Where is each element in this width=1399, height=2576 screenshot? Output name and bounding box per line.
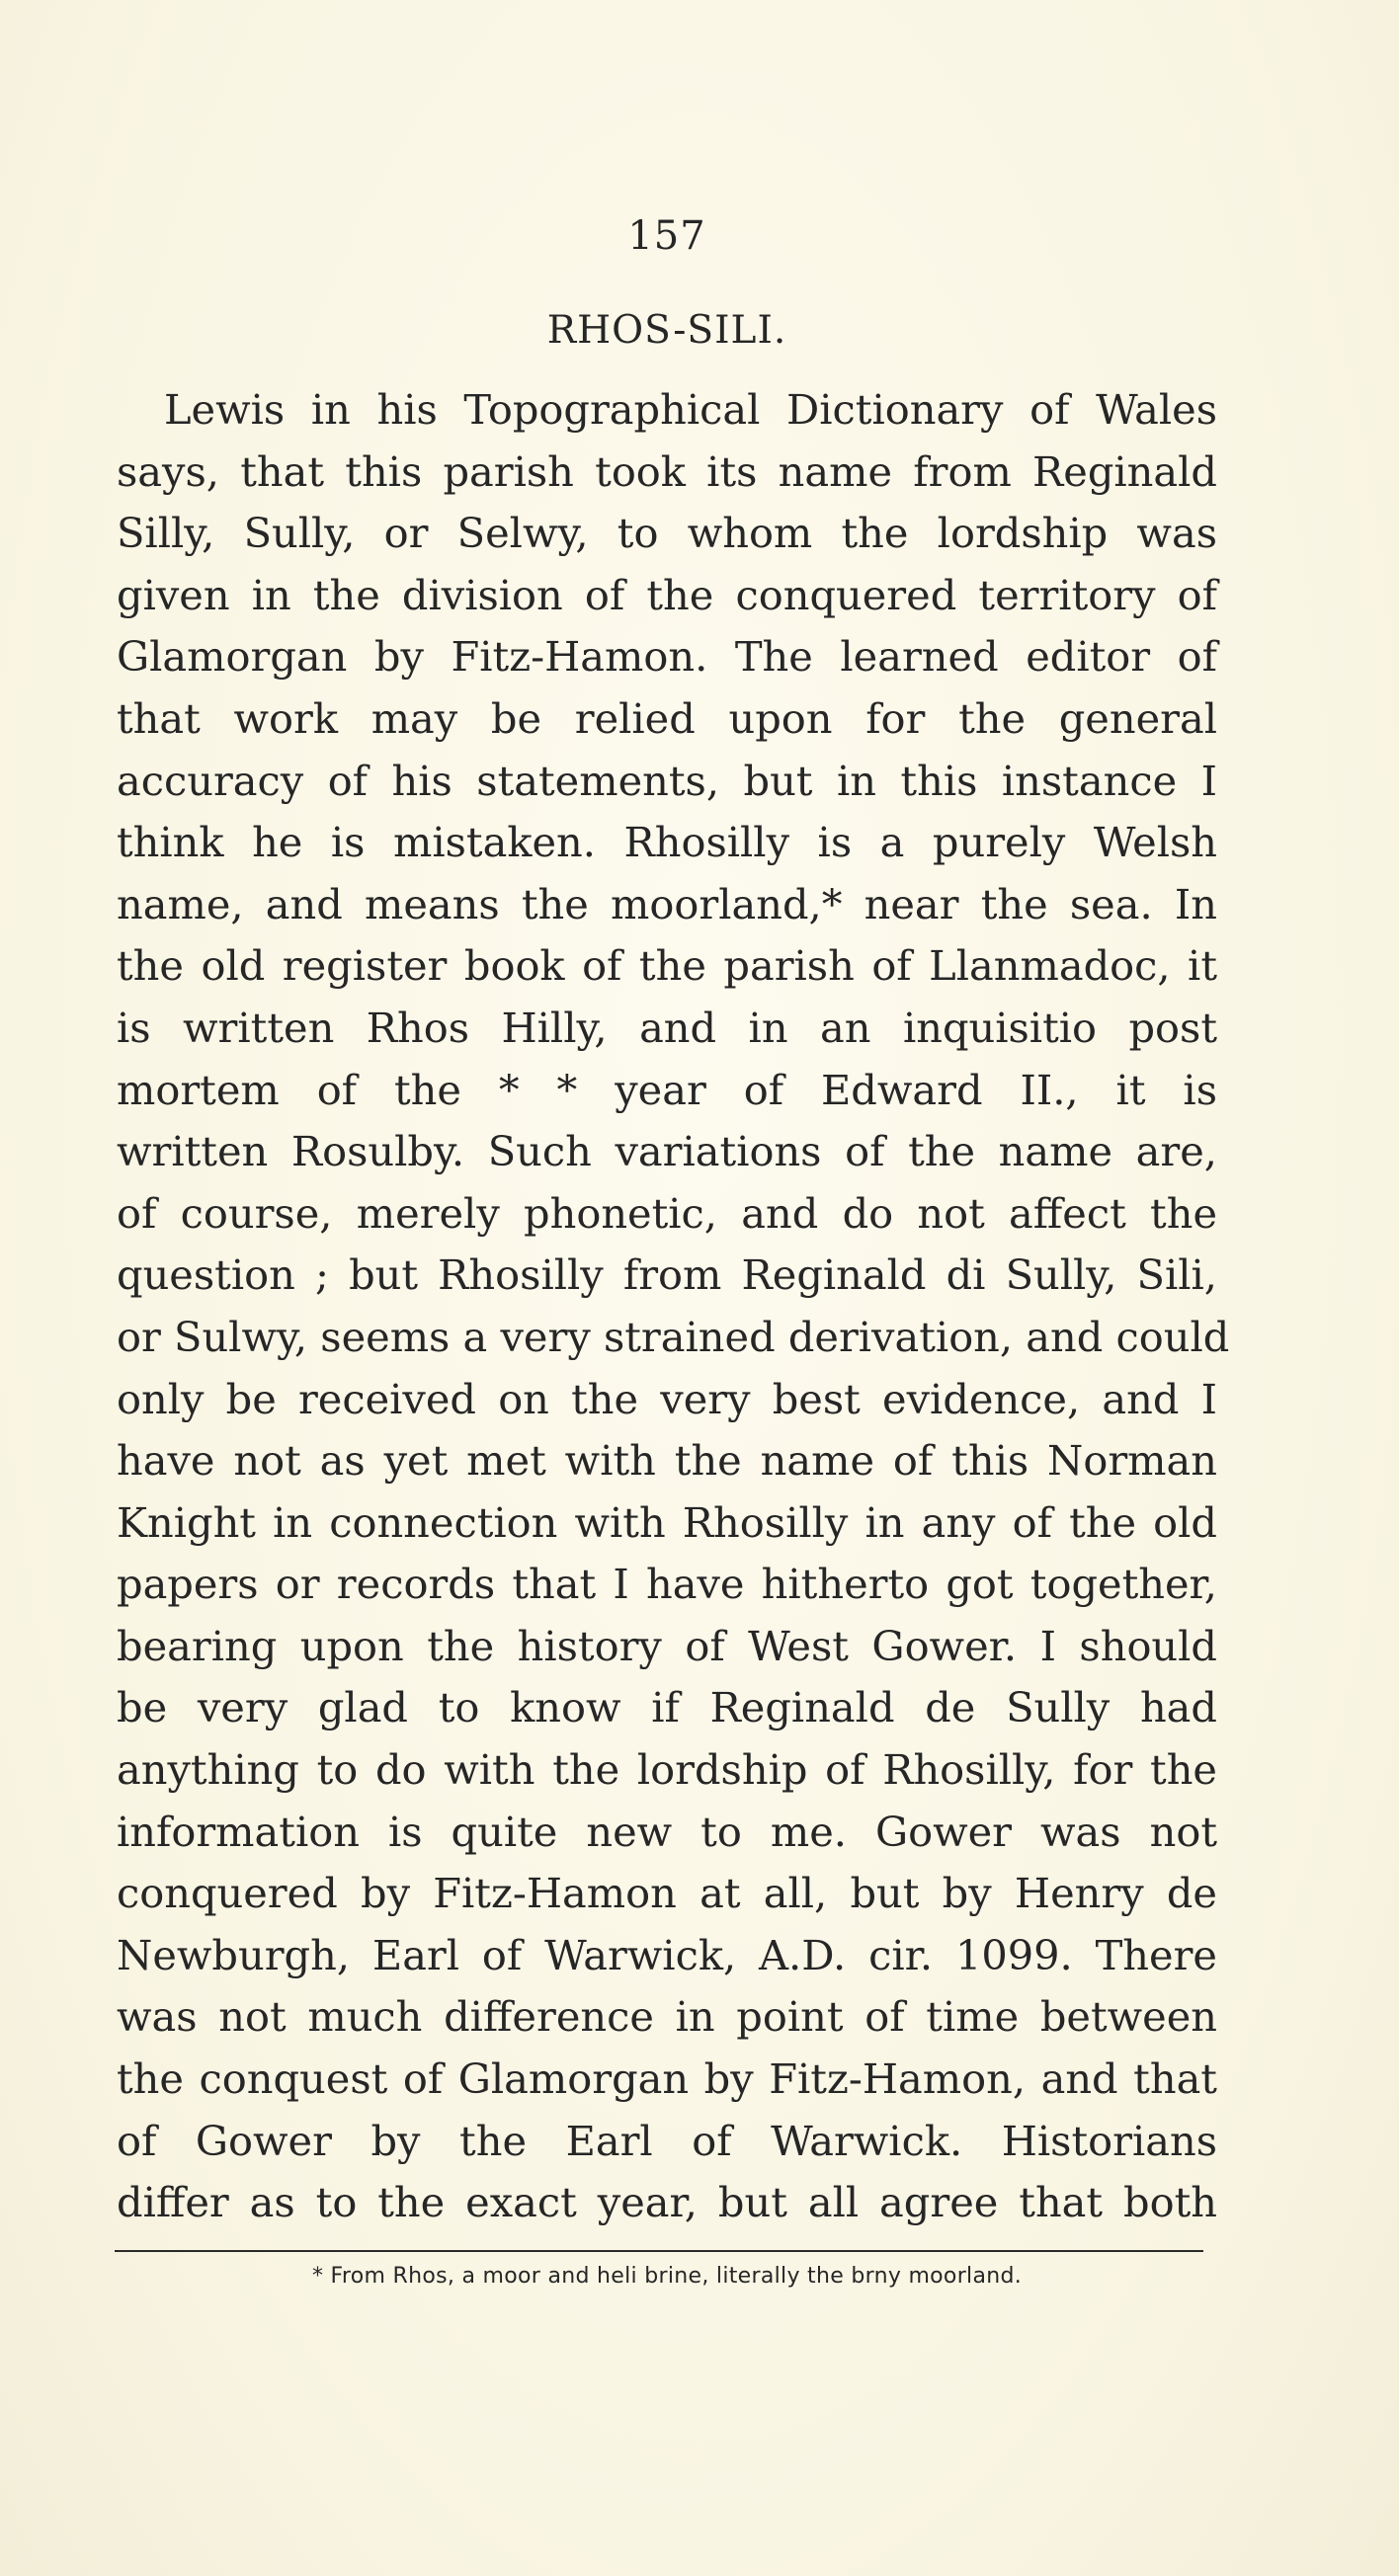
body-line: think he is mistaken. Rhosilly is a purely Welsh [117, 818, 1217, 867]
body-line: differ as to the exact year, but all agree that both [117, 2178, 1217, 2227]
body-line: Lewis in his Topographical Dictionary of Wales [164, 385, 1217, 434]
body-line: Glamorgan by Fitz-Hamon. The learned editor of [117, 632, 1217, 682]
page-number: 157 [627, 213, 706, 259]
body-line: is written Rhos Hilly, and in an inquisitio post [117, 1003, 1217, 1052]
body-line: Newburgh, Earl of Warwick, A.D. cir. 1099. There [117, 1930, 1217, 1979]
body-line: anything to do with the lordship of Rhosilly, for the [117, 1745, 1217, 1795]
body-line: bearing upon the history of West Gower. I should [117, 1621, 1217, 1670]
footnote-divider [115, 2250, 1203, 2252]
body-line: name, and means the moorland,* near the sea. In [117, 879, 1217, 928]
footnote: * From Rhos, a moor and heli brine, literally the brny moorland. [311, 2264, 1023, 2289]
body-line: that work may be relied upon for the general [117, 693, 1217, 743]
body-paragraph [117, 379, 1230, 2234]
body-line: conquered by Fitz-Hamon at all, but by Henry de [117, 1869, 1217, 1918]
body-line: mortem of the * * year of Edward II., it is [117, 1065, 1217, 1114]
body-line: written Rosulby. Such variations of the name are, [117, 1127, 1217, 1176]
body-line: only be received on the very best evidence, and I [117, 1374, 1217, 1423]
body-line: was not much difference in point of time between [117, 1992, 1217, 2042]
body-line: accuracy of his statements, but in this instance I [117, 756, 1217, 805]
body-line: Knight in connection with Rhosilly in any of the old [117, 1497, 1217, 1547]
body-line: information is quite new to me. Gower was not [117, 1807, 1217, 1856]
body-line: says, that this parish took its name from Reginald [117, 446, 1217, 496]
body-line: the conquest of Glamorgan by Fitz-Hamon, and that [117, 2054, 1217, 2104]
body-line: Silly, Sully, or Selwy, to whom the lordship was [117, 509, 1217, 558]
body-line: have not as yet met with the name of this Norman [117, 1436, 1217, 1486]
body-line: be very glad to know if Reginald de Sully had [117, 1683, 1217, 1732]
body-line: of Gower by the Earl of Warwick. Historians [117, 2116, 1217, 2165]
body-line: papers or records that I have hitherto got together, [117, 1560, 1217, 1609]
chapter-title: RHOS-SILI. [546, 308, 787, 353]
body-line: the old register book of the parish of Llanmadoc, it [117, 941, 1217, 991]
body-line: question ; but Rhosilly from Reginald di Sully, Sili, [117, 1250, 1217, 1300]
body-line: of course, merely phonetic, and do not affect the [117, 1188, 1217, 1238]
body-line: or Sulwy, seems a very strained derivation, and could [117, 1312, 1230, 1361]
body-line: given in the division of the conquered territory of [117, 570, 1217, 619]
